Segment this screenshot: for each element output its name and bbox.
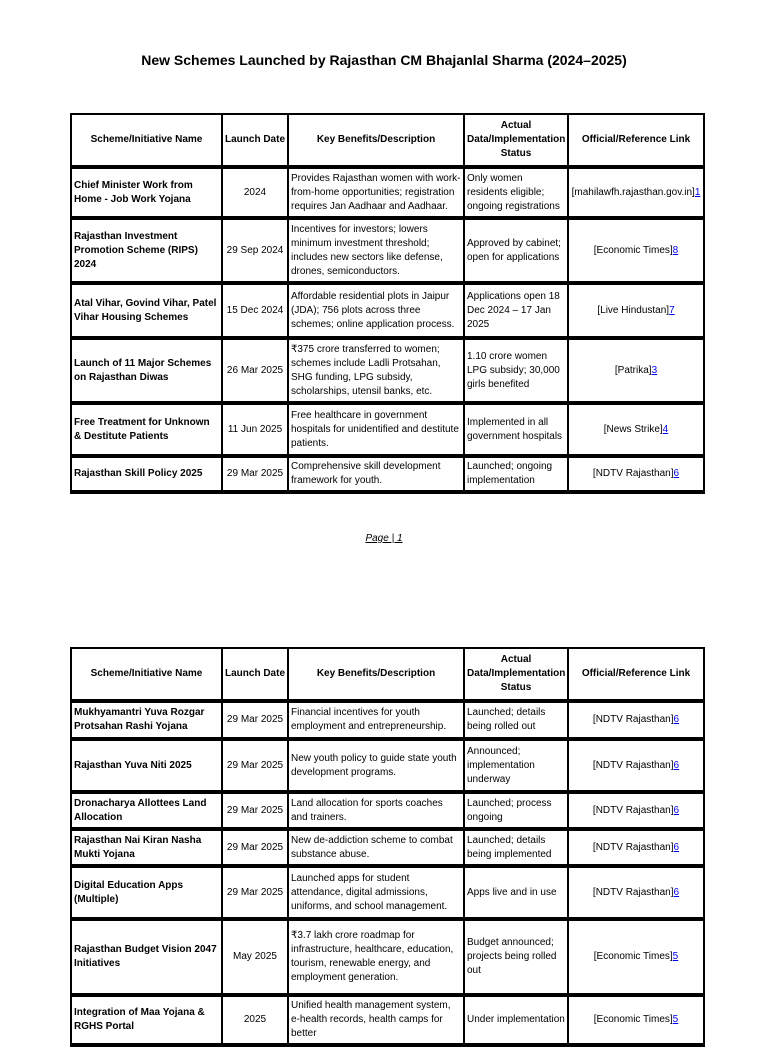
implementation-status: Launched; ongoing implementation: [464, 457, 568, 493]
implementation-status: Launched; details being implemented: [464, 830, 568, 867]
implementation-status: Apps live and in use: [464, 867, 568, 920]
launch-date: 2025: [222, 996, 288, 1046]
implementation-status: Announced; implementation underway: [464, 740, 568, 793]
table-row: [71, 457, 704, 493]
table-row: [71, 996, 704, 1046]
table-row: [71, 219, 704, 284]
table-row: [71, 867, 704, 920]
citation-link[interactable]: 6: [673, 886, 680, 898]
table-row: [71, 740, 704, 793]
implementation-status: Under implementation: [464, 996, 568, 1046]
scheme-name: Atal Vihar, Govind Vihar, Patel Vihar Housing Schemes: [71, 284, 222, 339]
citation-link[interactable]: 7: [669, 304, 675, 316]
header-reference-link: Official/Reference Link: [568, 648, 704, 702]
reference-link[interactable]: [568, 404, 704, 457]
reference-link-text: [Economic Times]: [593, 951, 673, 962]
key-benefits: ₹375 crore transferred to women; schemes include Ladli Protsahan, SHG funding, LPG subsidy, scholarships, utensil banks, etc.: [288, 339, 464, 404]
implementation-status: Applications open 18 Dec 2024 – 17 Jan 2025: [464, 284, 568, 339]
scheme-name: Dronacharya Allottees Land Allocation: [71, 793, 222, 830]
reference-link[interactable]: [568, 168, 704, 219]
key-benefits: New youth policy to guide state youth development programs.: [288, 740, 464, 793]
implementation-status: Launched; process ongoing: [464, 793, 568, 830]
document-title: New Schemes Launched by Rajasthan CM Bhajanlal Sharma (2024–2025): [141, 52, 627, 68]
reference-link-text: [mahilawfh.rajasthan.gov.in]: [571, 186, 695, 198]
scheme-name: Launch of 11 Major Schemes on Rajasthan Diwas: [71, 339, 222, 404]
reference-link[interactable]: [568, 284, 704, 339]
table-row: [71, 339, 704, 404]
key-benefits: Affordable residential plots in Jaipur (JDA); 756 plots across three schemes; online application process.: [288, 284, 464, 339]
implementation-status: Implemented in all government hospitals: [464, 404, 568, 457]
citation-link[interactable]: 3: [651, 364, 658, 376]
reference-link[interactable]: [568, 740, 704, 793]
table-row: [71, 830, 704, 867]
reference-link[interactable]: [568, 702, 704, 740]
launch-date: 15 Dec 2024: [222, 284, 288, 339]
reference-link-text: [NDTV Rajasthan]: [592, 714, 674, 725]
scheme-name: Rajasthan Nai Kiran Nasha Mukti Yojana: [71, 830, 222, 867]
key-benefits: Launched apps for student attendance, digital admissions, uniforms, and school management.: [288, 867, 464, 920]
scheme-name: Rajasthan Yuva Niti 2025: [71, 740, 222, 793]
citation-link[interactable]: 6: [673, 468, 680, 479]
schemes-table-page-1: [70, 113, 705, 494]
header-status: Actual Data/Implementation Status: [464, 648, 568, 702]
scheme-name: Rajasthan Investment Promotion Scheme (RIPS) 2024: [71, 219, 222, 284]
key-benefits: Comprehensive skill development framework for youth.: [288, 457, 464, 493]
key-benefits: Land allocation for sports coaches and trainers.: [288, 793, 464, 830]
key-benefits: Provides Rajasthan women with work-from-home opportunities; registration requires Jan Aadhaar and Aadhaar.: [288, 168, 464, 219]
citation-link[interactable]: 6: [673, 714, 680, 725]
reference-link-text: [Patrika]: [614, 364, 652, 376]
scheme-name: Integration of Maa Yojana & RGHS Portal: [71, 996, 222, 1046]
citation-link[interactable]: 6: [673, 804, 680, 816]
citation-link[interactable]: 5: [672, 951, 679, 962]
reference-link[interactable]: [568, 920, 704, 996]
scheme-name: Rajasthan Budget Vision 2047 Initiatives: [71, 920, 222, 996]
key-benefits: Financial incentives for youth employment and entrepreneurship.: [288, 702, 464, 740]
launch-date: 29 Mar 2025: [222, 867, 288, 920]
header-launch-date: Launch Date: [222, 648, 288, 702]
table-row: [71, 284, 704, 339]
key-benefits: ₹3.7 lakh crore roadmap for infrastructure, healthcare, education, tourism, renewable energy, and employment generation.: [288, 920, 464, 996]
launch-date: May 2025: [222, 920, 288, 996]
implementation-status: 1.10 crore women LPG subsidy; 30,000 girls benefited: [464, 339, 568, 404]
header-launch-date: Launch Date: [222, 114, 288, 168]
citation-link[interactable]: 6: [673, 759, 680, 771]
header-row: [71, 648, 704, 702]
reference-link-text: [NDTV Rajasthan]: [592, 886, 674, 898]
reference-link-text: [NDTV Rajasthan]: [592, 841, 674, 853]
reference-link-text: [News Strike]: [603, 423, 663, 435]
reference-link-text: [NDTV Rajasthan]: [592, 759, 674, 771]
schemes-table-page-2: [70, 647, 705, 1047]
reference-link[interactable]: [568, 867, 704, 920]
reference-link-text: [Live Hindustan]: [597, 304, 670, 316]
launch-date: 29 Mar 2025: [222, 702, 288, 740]
table-row: [71, 702, 704, 740]
scheme-name: Rajasthan Skill Policy 2025: [71, 457, 222, 493]
key-benefits: Unified health management system, e-health records, health camps for better: [288, 996, 464, 1046]
table-row: [71, 168, 704, 219]
implementation-status: Launched; details being rolled out: [464, 702, 568, 740]
citation-link[interactable]: 8: [672, 244, 679, 256]
citation-link[interactable]: 1: [694, 186, 701, 198]
launch-date: 2024: [222, 168, 288, 219]
citation-link[interactable]: 5: [672, 1014, 679, 1025]
reference-link-text: [NDTV Rajasthan]: [592, 804, 674, 816]
citation-link[interactable]: 4: [662, 423, 669, 435]
reference-link-text: [Economic Times]: [593, 1014, 673, 1025]
citation-link[interactable]: 6: [673, 841, 680, 853]
reference-link-text: [Economic Times]: [593, 244, 673, 256]
scheme-name: Chief Minister Work from Home - Job Work Yojana: [71, 168, 222, 219]
key-benefits: Incentives for investors; lowers minimum investment threshold; includes new sectors like defense, drones, semiconductors.: [288, 219, 464, 284]
key-benefits: New de-addiction scheme to combat substance abuse.: [288, 830, 464, 867]
scheme-name: Digital Education Apps (Multiple): [71, 867, 222, 920]
header-key-benefits: Key Benefits/Description: [288, 648, 464, 702]
launch-date: 29 Mar 2025: [222, 793, 288, 830]
launch-date: 29 Mar 2025: [222, 830, 288, 867]
page-number-footer: Page | 1: [365, 533, 403, 544]
launch-date: 29 Mar 2025: [222, 740, 288, 793]
header-key-benefits: Key Benefits/Description: [288, 114, 464, 168]
launch-date: 26 Mar 2025: [222, 339, 288, 404]
implementation-status: Approved by cabinet; open for applications: [464, 219, 568, 284]
table-row: [71, 404, 704, 457]
reference-link[interactable]: [568, 996, 704, 1046]
launch-date: 29 Sep 2024: [222, 219, 288, 284]
scheme-name: Mukhyamantri Yuva Rozgar Protsahan Rashi Yojana: [71, 702, 222, 740]
reference-link[interactable]: [568, 830, 704, 867]
header-reference-link: Official/Reference Link: [568, 114, 704, 168]
reference-link[interactable]: [568, 793, 704, 830]
launch-date: 11 Jun 2025: [222, 404, 288, 457]
header-scheme-name: Scheme/Initiative Name: [71, 114, 222, 168]
table-row: [71, 920, 704, 996]
header-status: Actual Data/Implementation Status: [464, 114, 568, 168]
launch-date: 29 Mar 2025: [222, 457, 288, 493]
header-scheme-name: Scheme/Initiative Name: [71, 648, 222, 702]
reference-link[interactable]: [568, 457, 704, 493]
header-row: [71, 114, 704, 168]
implementation-status: Budget announced; projects being rolled out: [464, 920, 568, 996]
reference-link[interactable]: [568, 219, 704, 284]
table-row: [71, 793, 704, 830]
scheme-name: Free Treatment for Unknown & Destitute Patients: [71, 404, 222, 457]
implementation-status: Only women residents eligible; ongoing registrations: [464, 168, 568, 219]
reference-link-text: [NDTV Rajasthan]: [592, 468, 674, 479]
key-benefits: Free healthcare in government hospitals for unidentified and destitute patients.: [288, 404, 464, 457]
reference-link[interactable]: [568, 339, 704, 404]
